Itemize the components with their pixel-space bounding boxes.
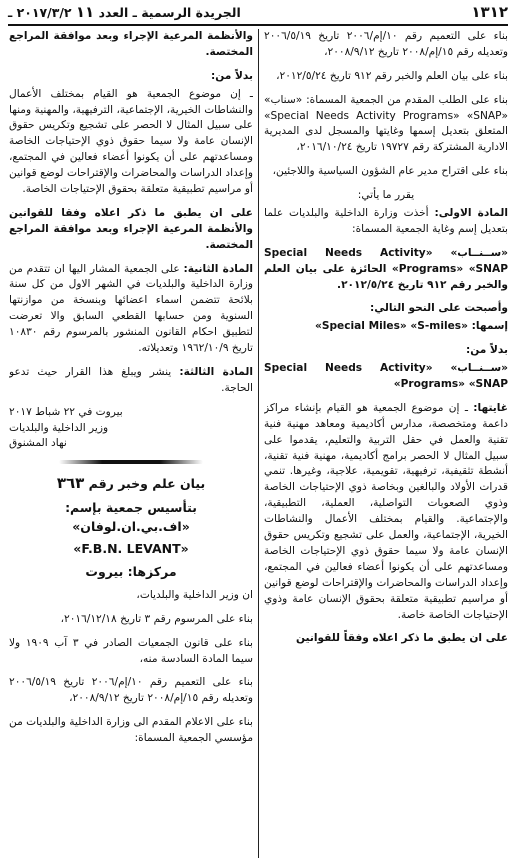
right-column [264, 29, 508, 858]
signature-title: وزير الداخلية والبلديات [9, 421, 109, 434]
page-number: ١٣١٢ [471, 3, 508, 21]
notice-number: ٣٦٣ [56, 474, 85, 493]
goal-paragraph [264, 401, 508, 623]
basis-proposal: بناء على اقتراح مدير عام الشؤون السياسية واللاجئين، [272, 165, 508, 178]
notice-hq: مركزها: بيروت [85, 564, 177, 580]
issue-date: ٢٠١٧/٣/٢ ـ [8, 5, 72, 20]
notice-title [9, 472, 253, 495]
basis-notice: بناء على بيان العلم والخبر رقم ٩١٢ تاريخ ٢٠١٢/٥/٢٤، [276, 69, 508, 82]
article-1 [264, 206, 508, 238]
article-2-text: على الجمعية المشار اليها ان تتقدم من وزارة الداخلية والبلديات في الشهر الاول من كل سنة بلائحة تتضمن اسماء اعضائها وبنسخة من موازنتها السنوية ومن حسابها القطعي السابق والا تعرضت لتطبيق احكام القانون المنشور بالمرسوم رقم ١٠٨٣٠ تاريخ ١٩٦٢/١٠/٩ وتعديلاته. [9, 262, 253, 355]
goal-label: غايتها: [473, 401, 508, 414]
gazette-title: الجريدة الرسمية ـ العدد [98, 5, 241, 20]
signature-date: بيروت في ٢٢ شباط ٢٠١٧ [9, 405, 123, 418]
decides-heading: يقرر ما يأتي: [357, 189, 415, 202]
signature-name: نهاد المشنوق [9, 437, 67, 450]
apply-clause-2: على ان يطبق ما ذكر اعلاه وفقا للقوانين والأنظمة المرعية الإجراء وبعد موافقة المراجع المختصة. [9, 206, 253, 251]
became-heading: وأصبحت على النحو التالي: [369, 302, 508, 315]
goal-text: ـ إن موضوع الجمعية هو القيام بإنشاء مراكز داعمة ومتخصصة، مدارس أكاديمية ومعاهد مهنية فنية تقنية والعمل في حقل التربية والتعليم، يقدموا على سبيل المثال لا الحصر برامج أكاديمية، مهنية فنية تقنية، أنشطة تثقيفية، ترفيهية، تقويمية، علاجية، وغيرها. تنمي قدرات الأولاد والبالغين وبخاصة ذوي الإحتياجات الخاصة وذوي الصعوبات التواصلية، العملية، التطبيقية، والإجتماعية. والقيام بمختلف الأعمال والنشاطات الخيرية، الإجتماعية، والعمل على تشجيع وتكريس حقوق الإنسان عامة ولا سيما حقوق ذوي الإحتياجات الخاصة ومساعدتهم على أن يكونوا أعضاء فعالين في المجتمع، وإعداد الدراسات والمحاضرات والإقتراحات لوضع قوانين أو مراسيم تطبيقية متعلقة بحقوق الإنسان عامة وذوي الإحتياجات الخاصة خاصة. [264, 401, 508, 621]
basis-law: بناء على قانون الجمعيات الصادر في ٣ آب ١٩٠٩ ولا سيما المادة السادسة منه، [9, 636, 253, 665]
article-3-label: المادة الثالثة: [179, 365, 253, 378]
new-name-value: «Special Miles» «S-miles» [314, 320, 468, 333]
new-name-label: إسمها: [471, 320, 508, 333]
header-info [8, 3, 241, 21]
basis-decree: بناء على المرسوم رقم ٣ تاريخ ٢٠١٦/١٢/١٨، [60, 612, 253, 625]
apply-clause-end: والأنظمة المرعية الإجراء وبعد موافقة المراجع المختصة. [9, 30, 253, 58]
issue-number: ١١ [75, 3, 95, 21]
article-1-label: المادة الاولى: [434, 207, 508, 220]
old-goal-text: ـ إن موضوع الجمعية هو القيام بمختلف الأعمال والنشاطات الخيرية، الإجتماعية، الترفيهية، والمهنية ومنها على سبيل المثال لا الحصر على تشجيع وتكريس حقوق الإنسان عامة ولا سيما حقوق ذوي الإحتياجات الخاصة ومساعدتهم على أن يكونوا أعضاء فعالين في المجتمع، وإعداد الدراسات والمحاضرات والإقتراحات لوضع قوانين أو مراسيم تطبيقية متعلقة بحقوق الإحتياجات الخاصة. [9, 87, 253, 196]
signature-block [9, 405, 253, 453]
instead-heading-2: بدلاً من: [210, 69, 253, 82]
basis-announcement: بناء على الاعلام المقدم الى وزارة الداخلية والبلديات من مؤسسي الجمعية المسماة: [9, 716, 253, 745]
article-3-text: ينشر ويبلغ هذا القرار حيث تدعو الحاجة. [9, 365, 253, 394]
old-association-name: «ســنــاب» «Special Needs Activity Programs» «SNAP» الحائزة على بيان العلم والخبر رقم ٩١٢ تاريخ ٢٠١٢/٥/٢٤. [264, 246, 508, 291]
columns [8, 26, 508, 858]
apply-clause-start: على ان يطبق ما ذكر اعلاه وفقاً للقوانين [296, 632, 508, 645]
section-divider [59, 460, 203, 464]
left-column [9, 29, 253, 858]
instead-heading: بدلاً من: [465, 344, 508, 357]
minister-line: ان وزير الداخلية والبلديات، [136, 588, 253, 601]
article-1-text: أخذت وزارة الداخلية والبلديات علما بتعديل إسم وغاية الجمعية المسماة: [264, 207, 508, 235]
article-2 [9, 262, 253, 357]
notice-latin-name: «F.B.N. LEVANT» [73, 541, 189, 557]
column-divider [258, 29, 259, 858]
new-name [264, 319, 508, 335]
notice-subtitle: بتأسيس جمعية بإسم: «اف.بي.ان.لوفان» [65, 499, 197, 534]
article-2-label: المادة الثانية: [183, 262, 253, 275]
notice-title-text: بيان علم وخبر رقم [88, 476, 206, 492]
basis-circular-2: بناء على التعميم رقم ١٠/إم/٢٠٠٦ تاريخ ٢٠٠٦/٥/١٩ وتعديله رقم ١٥/إم/٢٠٠٨ تاريخ ٢٠٠٨/٩/١٢، [9, 676, 253, 705]
basis-circular: بناء على التعميم رقم ١٠/إم/٢٠٠٦ تاريخ ٢٠٠٦/٥/١٩ وتعديله رقم ١٥/إم/٢٠٠٨ تاريخ ٢٠٠٨/٩/١٢، [264, 30, 508, 58]
old-name-value: «ســنــاب» «Special Needs Activity Programs» «SNAP» [264, 362, 508, 391]
page-header [8, 0, 508, 26]
article-3 [9, 365, 253, 397]
basis-request: بناء على الطلب المقدم من الجمعية المسماة: «سناب» «Special Needs Activity Programs» «SNAP» المتعلق بتعديل إسمها وغايتها والمسجل لدى المديرية الادارية المشتركة رقم ١٩٧٢٧ تاريخ ٢٠١٦/١٠/٢٤، [264, 93, 508, 154]
